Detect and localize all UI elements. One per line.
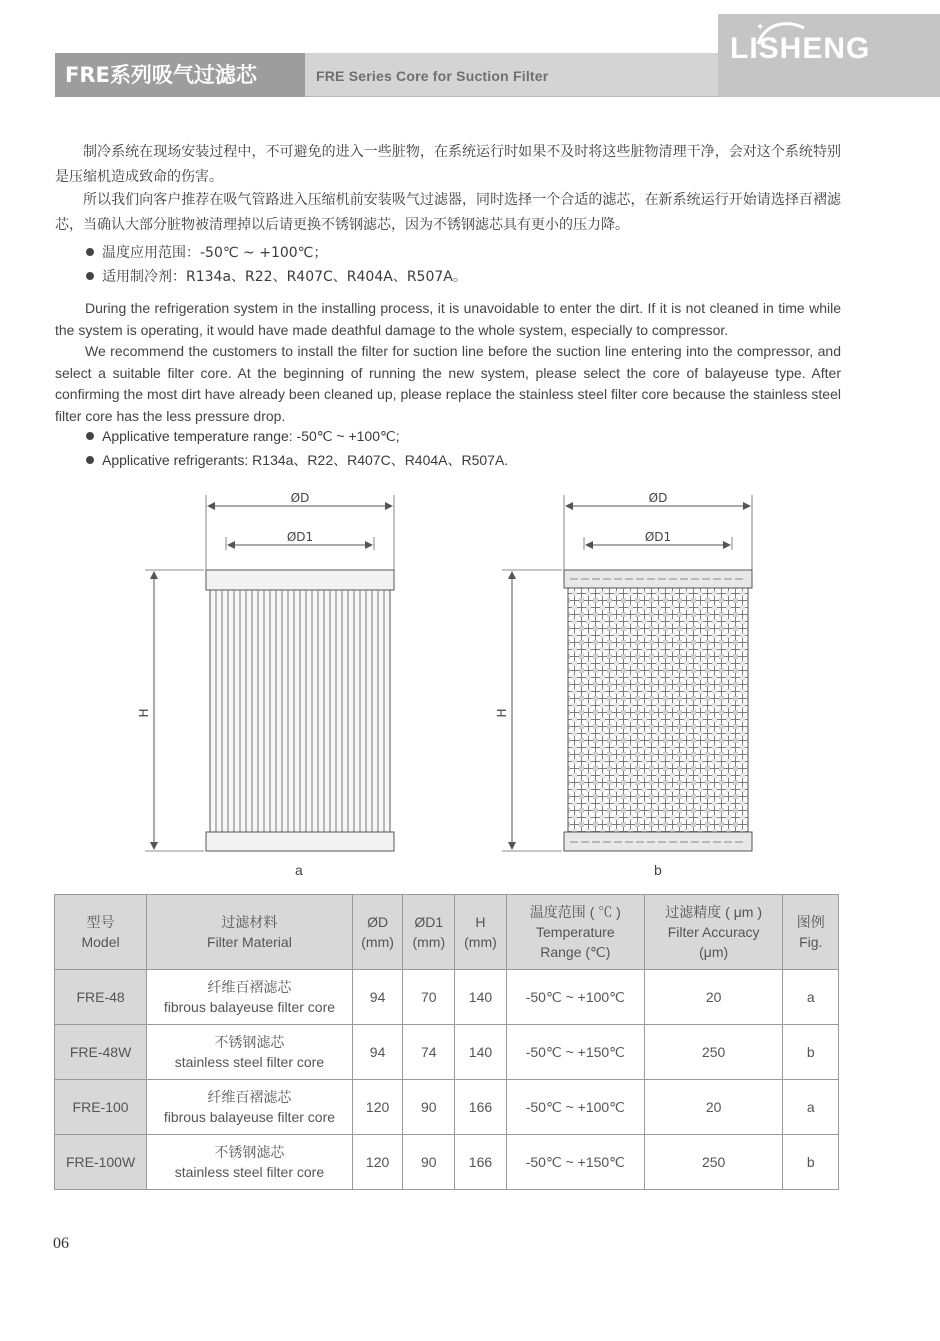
table-row (55, 970, 839, 1025)
col-model: 型号 Model (55, 895, 147, 970)
intro-en-bullet-2: Applicative refrigerants: R134a、R22、R407C、R404A、R507A. (86, 450, 508, 470)
cell-d1: 90 (403, 1135, 455, 1190)
cell-d1: 90 (403, 1080, 455, 1135)
cell-accuracy: 20 (644, 970, 783, 1025)
intro-cn-paragraph-1: 制冷系统在现场安装过程中，不可避免的进入一些脏物，在系统运行时如果不及时将这些脏物清理干净，会对这个系统特别是压缩机造成致命的伤害。 (55, 144, 841, 185)
page-number: 06 (53, 1235, 69, 1252)
cell-temperature: -50℃ ~ +100℃ (506, 1080, 644, 1135)
cell-figure: b (783, 1025, 839, 1080)
col-d: ØD (mm) (352, 895, 403, 970)
cell-accuracy: 250 (644, 1135, 783, 1190)
cell-material: 纤维百褶滤芯 fibrous balayeuse filter core (147, 970, 353, 1025)
cell-material: 纤维百褶滤芯 fibrous balayeuse filter core (147, 1080, 353, 1135)
intro-cn-bullet-1: 温度应用范围：-50℃ ~ +100℃； (86, 242, 327, 262)
figure-a-pleated-core (137, 491, 394, 851)
intro-cn-paragraph-2: 所以我们向客户推荐在吸气管路进入压缩机前安装吸气过滤器，同时选择一个合适的滤芯，在新系统运行开始请选择百褶滤芯，当确认大部分脏物被清理掉以后请更换不锈钢滤芯，因为不锈钢滤芯具有更小的压力降。 (55, 192, 841, 233)
cell-h: 140 (455, 1025, 507, 1080)
col-h: H (mm) (455, 895, 507, 970)
cell-model: FRE-48 (55, 970, 147, 1025)
header-title-en: FRE Series Core for Suction Filter (316, 68, 549, 84)
cell-material: 不锈钢滤芯 stainless steel filter core (147, 1025, 353, 1080)
bullet-dot-icon (86, 272, 94, 280)
dim-d-label-a: ØD (290, 491, 310, 505)
header-rule (305, 96, 719, 97)
cell-figure: a (783, 1080, 839, 1135)
spec-table (54, 894, 839, 1190)
table-row (55, 1080, 839, 1135)
table-row (55, 1135, 839, 1190)
dim-d-label-b: ØD (648, 491, 668, 505)
cell-temperature: -50℃ ~ +150℃ (506, 1025, 644, 1080)
filter-figures (130, 485, 770, 855)
cell-model: FRE-100W (55, 1135, 147, 1190)
intro-en-paragraph-2: We recommend the customers to install the filter for suction line before the suction line entering into the compressor, and select a suitable filter core. At the beginning of running the new system, please select the core of balayeuse type. After confirming the most dirt have already been cleaned up, please replace the stainless steel filter core because the stainless steel filter core has the less pressure drop. (55, 343, 841, 424)
cell-model: FRE-48W (55, 1025, 147, 1080)
dim-d1-label-a: ØD1 (286, 530, 314, 544)
cell-d1: 70 (403, 970, 455, 1025)
col-d1: ØD1 (mm) (403, 895, 455, 970)
dim-d1-label-b: ØD1 (644, 530, 672, 544)
col-accuracy: 过滤精度 ( μm ) Filter Accuracy (μm) (644, 895, 783, 970)
cell-d: 94 (352, 970, 403, 1025)
table-header-row (55, 895, 839, 970)
cell-d: 94 (352, 1025, 403, 1080)
col-figure: 图例 Fig. (783, 895, 839, 970)
cell-figure: a (783, 970, 839, 1025)
intro-en-paragraph-1: During the refrigeration system in the installing process, it is unavoidable to enter the dirt. If it is not cleaned in time while the system is operating, it would have made deathful damage to the whole system, especially to compressor. (55, 300, 841, 338)
col-material: 过滤材料 Filter Material (147, 895, 353, 970)
cell-d: 120 (352, 1080, 403, 1135)
bullet-dot-icon (86, 456, 94, 464)
cell-material: 不锈钢滤芯 stainless steel filter core (147, 1135, 353, 1190)
cell-accuracy: 20 (644, 1080, 783, 1135)
dim-h-label-b: H (495, 708, 509, 718)
cell-temperature: -50℃ ~ +100℃ (506, 970, 644, 1025)
cell-temperature: -50℃ ~ +150℃ (506, 1135, 644, 1190)
col-temperature: 温度范围 ( ℃ ) Temperature Range (℃) (506, 895, 644, 970)
svg-text:✦: ✦ (756, 22, 765, 33)
figure-a-caption: a (295, 862, 303, 878)
cell-d1: 74 (403, 1025, 455, 1080)
cell-h: 166 (455, 1080, 507, 1135)
bullet-dot-icon (86, 432, 94, 440)
intro-cn-bullet-2: 适用制冷剂：R134a、R22、R407C、R404A、R507A。 (86, 266, 467, 286)
cell-figure: b (783, 1135, 839, 1190)
cell-h: 166 (455, 1135, 507, 1190)
table-row (55, 1025, 839, 1080)
bullet-dot-icon (86, 248, 94, 256)
cell-model: FRE-100 (55, 1080, 147, 1135)
brand-logo: LISHENG (730, 32, 871, 65)
cell-h: 140 (455, 970, 507, 1025)
dim-h-label-a: H (137, 708, 151, 718)
cell-d: 120 (352, 1135, 403, 1190)
intro-en-bullet-1: Applicative temperature range: -50℃ ~ +100℃; (86, 428, 400, 445)
header-title-cn: FRE系列吸气过滤芯 (55, 53, 305, 97)
cell-accuracy: 250 (644, 1025, 783, 1080)
figure-b-caption: b (654, 862, 662, 878)
figure-b-mesh-core (495, 491, 752, 851)
